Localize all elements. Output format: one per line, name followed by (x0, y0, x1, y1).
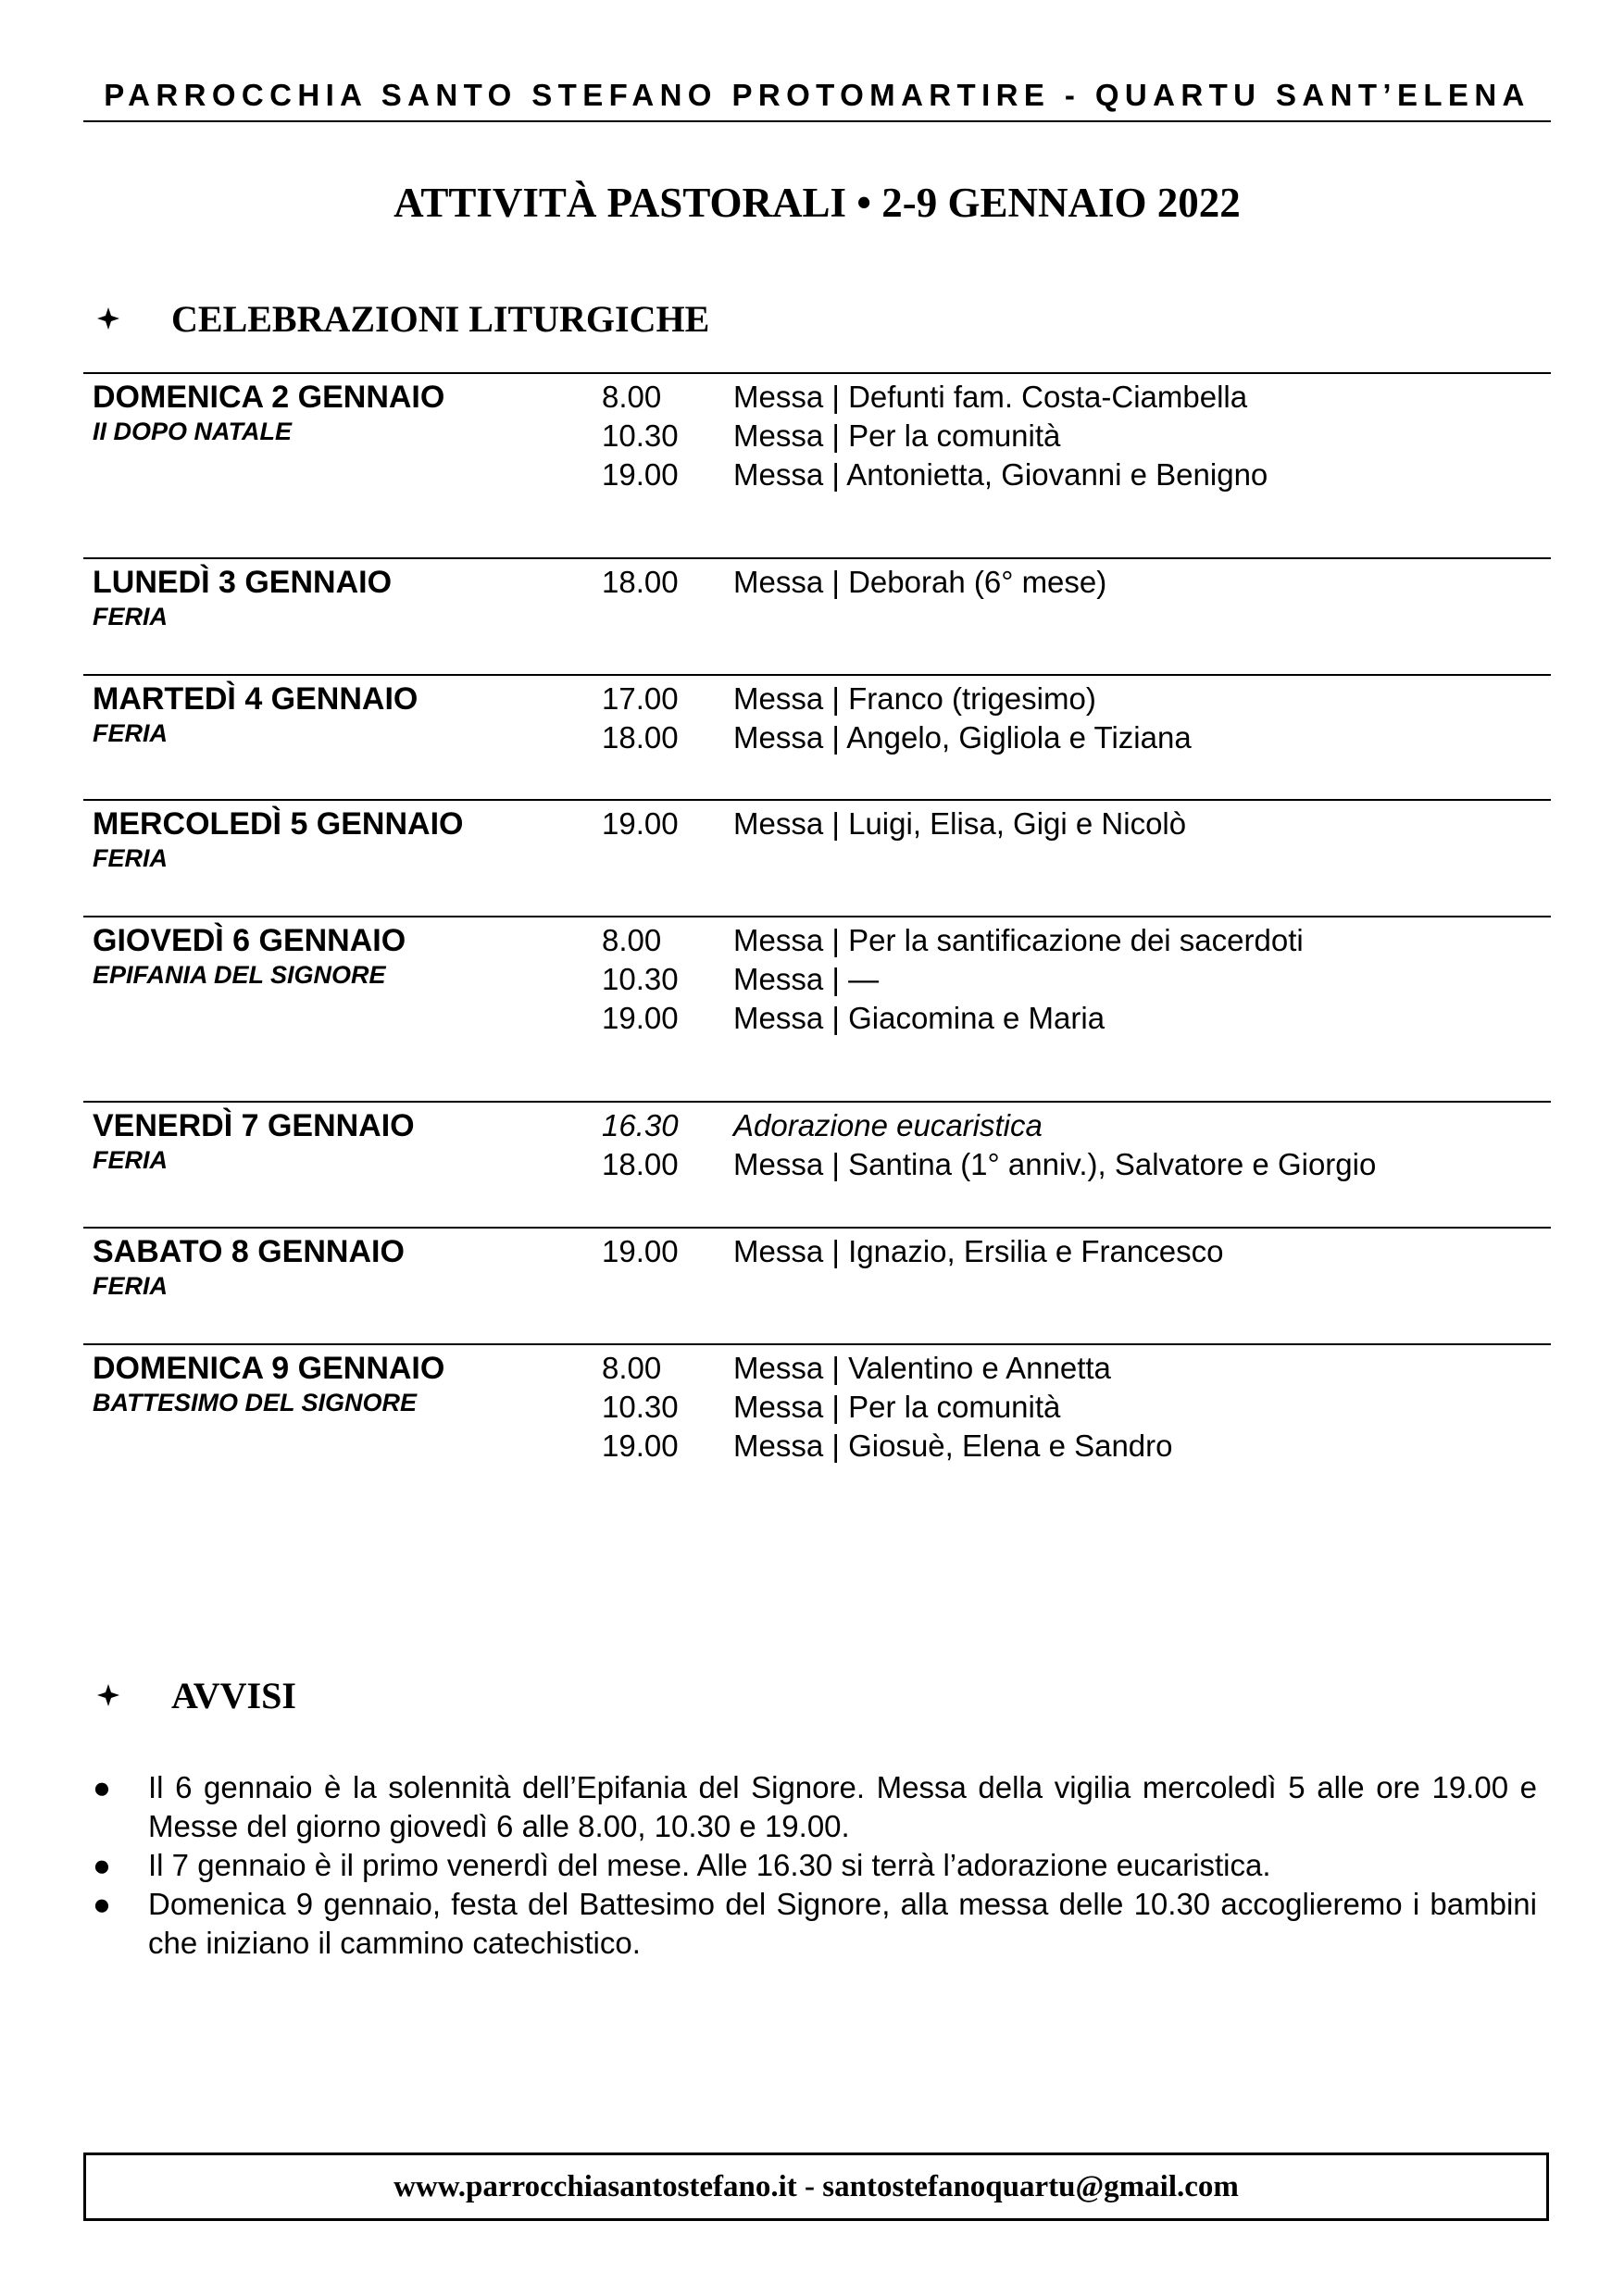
day-name: GIOVEDÌ 6 GENNAIO (93, 923, 406, 958)
schedule-day-row (83, 674, 1551, 755)
entry-description: Adorazione eucaristica (733, 1108, 1043, 1142)
schedule-entry (602, 680, 1546, 718)
schedule-entry (602, 455, 1546, 494)
day-entries (602, 805, 1546, 843)
entry-description: Messa | Defunti fam. Costa-Ciambella (733, 380, 1248, 414)
entry-time: 18.00 (602, 1147, 679, 1181)
schedule-entry (602, 1388, 1546, 1427)
schedule-entry (602, 921, 1546, 960)
page-title: ATTIVITÀ PASTORALI • 2-9 GENNAIO 2022 (394, 180, 1241, 226)
notice-item (93, 1768, 1537, 1846)
bullet-icon: ● (93, 1887, 111, 1921)
day-name: LUNEDÌ 3 GENNAIO (93, 565, 393, 600)
entry-description: Messa | — (733, 962, 880, 996)
parish-header: PARROCCHIA SANTO STEFANO PROTOMARTIRE - QUARTU SANT’ELENA (104, 78, 1530, 112)
entry-time: 19.00 (602, 806, 679, 841)
entry-time: 10.30 (602, 962, 679, 996)
day-liturgical-note: FERIA (93, 1272, 168, 1300)
entry-time: 18.00 (602, 565, 679, 599)
schedule-entry (602, 1232, 1546, 1271)
notices-list (93, 1768, 1537, 1963)
day-name: SABATO 8 GENNAIO (93, 1234, 405, 1269)
entry-time: 19.00 (602, 1429, 679, 1463)
entry-time: 18.00 (602, 720, 679, 755)
bullet-icon: ● (93, 1770, 111, 1804)
schedule-entry (602, 1106, 1546, 1145)
entry-description: Messa | Valentino e Annetta (733, 1351, 1111, 1385)
day-name: MARTEDÌ 4 GENNAIO (93, 681, 418, 717)
schedule-entry (602, 563, 1546, 602)
schedule-entry (602, 718, 1546, 757)
schedule-entry (602, 1349, 1546, 1388)
bullet-icon: ● (93, 1848, 111, 1882)
schedule-entry (602, 805, 1546, 843)
entry-time: 10.30 (602, 1390, 679, 1424)
schedule-entry (602, 1145, 1546, 1184)
day-liturgical-note: FERIA (93, 719, 168, 747)
entry-description: Messa | Santina (1° anniv.), Salvatore e Giorgio (733, 1147, 1377, 1181)
day-entries (602, 1232, 1546, 1271)
notice-text: Il 7 gennaio è il primo venerdì del mese. Alle 16.30 si terrà l’adorazione eucaristica. (148, 1848, 1271, 1882)
footer-contacts: www.parrocchiasantostefano.it - santostefanoquartu@gmail.com (394, 2170, 1239, 2203)
day-entries (602, 1349, 1546, 1466)
entry-time: 19.00 (602, 457, 679, 492)
entry-time: 10.30 (602, 418, 679, 453)
schedule-entry (602, 999, 1546, 1038)
notice-item (93, 1885, 1537, 1963)
liturgical-schedule (83, 372, 1551, 1483)
day-entries (602, 921, 1546, 1038)
day-entries (602, 563, 1546, 602)
entry-description: Messa | Luigi, Elisa, Gigi e Nicolò (733, 806, 1187, 841)
day-liturgical-note: II DOPO NATALE (93, 418, 292, 445)
schedule-entry (602, 417, 1546, 455)
entry-description: Messa | Ignazio, Ersilia e Francesco (733, 1234, 1224, 1268)
entry-time: 19.00 (602, 1001, 679, 1035)
entry-description: Messa | Giosuè, Elena e Sandro (733, 1429, 1173, 1463)
day-entries (602, 378, 1546, 494)
schedule-day-row (83, 557, 1551, 630)
day-liturgical-note: FERIA (93, 1146, 168, 1174)
schedule-day-row (83, 372, 1551, 492)
schedule-entry (602, 960, 1546, 999)
entry-time: 8.00 (602, 1351, 662, 1385)
star-icon (97, 1684, 119, 1706)
entry-description: Messa | Franco (trigesimo) (733, 681, 1096, 716)
footer-box (83, 2152, 1549, 2221)
section-title-avvisi: AVVISI (171, 1675, 296, 1716)
day-name: DOMENICA 9 GENNAIO (93, 1351, 445, 1386)
schedule-entry (602, 1427, 1546, 1466)
header-divider (83, 120, 1551, 122)
entry-description: Messa | Angelo, Gigliola e Tiziana (733, 720, 1192, 755)
day-entries (602, 680, 1546, 757)
schedule-day-row (83, 916, 1551, 1035)
notice-item (93, 1846, 1537, 1885)
schedule-entry (602, 378, 1546, 417)
day-liturgical-note: FERIA (93, 603, 168, 630)
entry-time: 19.00 (602, 1234, 679, 1268)
day-liturgical-note: FERIA (93, 844, 168, 872)
schedule-day-row (83, 1343, 1551, 1463)
entry-time: 17.00 (602, 681, 679, 716)
schedule-day-row (83, 1101, 1551, 1181)
day-entries (602, 1106, 1546, 1184)
entry-time: 16.30 (602, 1108, 679, 1142)
schedule-day-row (83, 1227, 1551, 1300)
entry-description: Messa | Antonietta, Giovanni e Benigno (733, 457, 1268, 492)
entry-description: Messa | Per la santificazione dei sacerdoti (733, 923, 1304, 957)
entry-description: Messa | Giacomina e Maria (733, 1001, 1106, 1035)
day-liturgical-note: EPIFANIA DEL SIGNORE (93, 961, 386, 989)
entry-time: 8.00 (602, 923, 662, 957)
entry-description: Messa | Deborah (6° mese) (733, 565, 1107, 599)
section-title-celebrazioni: CELEBRAZIONI LITURGICHE (171, 298, 710, 340)
day-liturgical-note: BATTESIMO DEL SIGNORE (93, 1389, 418, 1416)
entry-description: Messa | Per la comunità (733, 418, 1061, 453)
notice-text: Il 6 gennaio è la solennità dell’Epifania del Signore. Messa della vigilia mercoledì 5 alle ore 19.00 e Messe del giorno giovedì 6 alle 8.00, 10.30 e 19.00. (148, 1770, 1537, 1843)
schedule-day-row (83, 799, 1551, 872)
day-name: DOMENICA 2 GENNAIO (93, 380, 445, 415)
notice-text: Domenica 9 gennaio, festa del Battesimo del Signore, alla messa delle 10.30 accoglieremo i bambini che iniziano il cammino catechistico. (148, 1887, 1537, 1960)
entry-time: 8.00 (602, 380, 662, 414)
day-name: MERCOLEDÌ 5 GENNAIO (93, 806, 464, 842)
day-name: VENERDÌ 7 GENNAIO (93, 1108, 415, 1143)
entry-description: Messa | Per la comunità (733, 1390, 1061, 1424)
star-icon (97, 307, 119, 330)
